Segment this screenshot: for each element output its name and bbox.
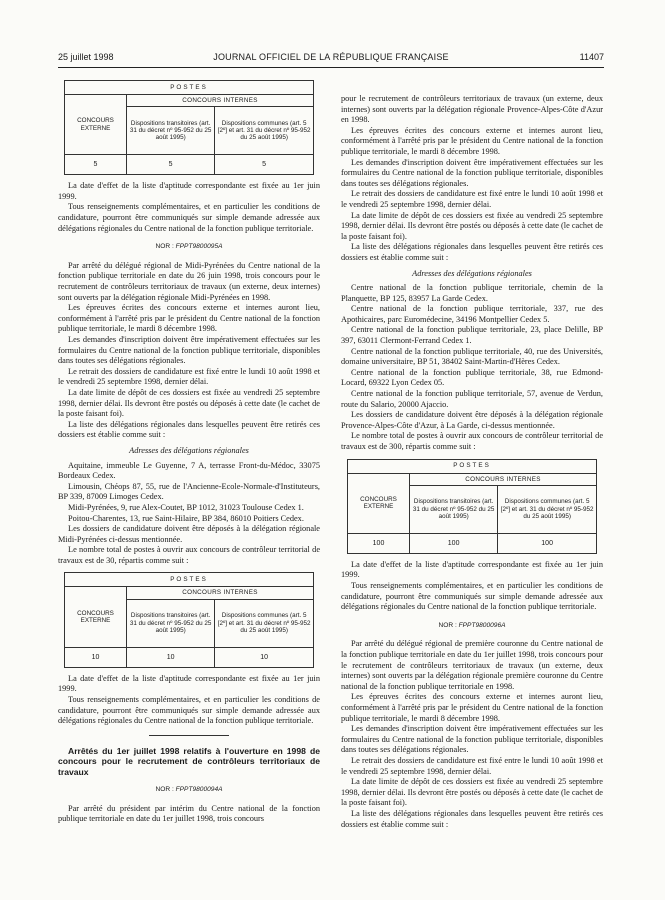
- postes-table-1: [64, 80, 314, 175]
- paragraph: La date limite de dépôt de ces dossiers est fixée au vendredi 25 septembre 1998, dernier délai. Ils devront être postés ou déposés à cette date (le cachet de la poste faisant foi).: [341, 210, 603, 241]
- address-item: Centre national de la fonction publique territoriale, 23, place Delille, BP 397, 63011 Clermont-Ferrand Cedex 1.: [341, 325, 603, 346]
- header-page-number: 11407: [579, 52, 604, 62]
- table-header-postes: POSTES: [65, 81, 314, 95]
- paragraph: La liste des délégations régionales dans lesquelles peuvent être retirés ces dossiers est établie comme suit :: [341, 808, 603, 829]
- paragraph: La liste des délégations régionales dans lesquelles peuvent être retirés ces dossiers est établie comme suit :: [341, 242, 603, 262]
- postes-table-3: [347, 459, 597, 554]
- table-cell-transitoires: 10: [127, 647, 215, 667]
- table-header-dispositions-communes: Dispositions communes (art. 5 [2º] et art. 31 du décret nº 95-952 du 25 août 1995): [215, 107, 314, 155]
- table-header-dispositions-transitoires: Dispositions transitoires (art. 31 du décret nº 95-952 du 25 août 1995): [127, 107, 215, 155]
- table-cell-externe: 5: [65, 155, 127, 175]
- header-journal-title: JOURNAL OFFICIEL DE LA RÉPUBLIQUE FRANÇAISE: [213, 52, 449, 62]
- paragraph: La liste des délégations régionales dans lesquelles peuvent être retirés ces dossiers est établie comme suit :: [58, 419, 320, 440]
- nor-reference: [58, 785, 320, 796]
- address-item: Centre national de la fonction publique territoriale, 38, rue Edmond-Locard, 69322 Lyon Cedex 05.: [341, 367, 603, 388]
- table-cell-externe: 100: [348, 533, 410, 553]
- paragraph: Les demandes d'inscription doivent être impérativement effectuées sur les formulaires du Centre national de la fonction publique territoriale, disponibles dans toutes ses délégations régionales.: [58, 335, 320, 366]
- paragraph: Le retrait des dossiers de candidature est fixé entre le lundi 10 août 1998 et le vendredi 25 septembre 1998, dernier délai.: [58, 366, 320, 387]
- paragraph: Les demandes d'inscription doivent être impérativement effectuées sur les formulaires du Centre national de la fonction publique territoriale, disponibles dans toutes ses délégations régionales.: [341, 724, 603, 755]
- paragraph: Tous renseignements complémentaires, et en particulier les conditions de candidature, pourront être communiqués sur simple demande adressée aux délégations régionales du Centre national de la fonction publique territoriale.: [58, 694, 320, 726]
- paragraph: La date d'effet de la liste d'aptitude correspondante est fixée au 1er juin 1999.: [341, 559, 603, 580]
- page-header: [58, 52, 604, 64]
- paragraph: La date limite de dépôt de ces dossiers est fixée au vendredi 25 septembre 1998, dernier délai. Ils devront être postés ou déposés à cette date (le cachet de la poste faisant foi).: [58, 387, 320, 419]
- section-heading: Adresses des délégations régionales: [129, 445, 249, 455]
- address-item: Limousin, Chéops 87, 55, rue de l'Ancienne-Ecole-Normale-d'Instituteurs, BP 339, 87009 Limoges Cedex.: [58, 481, 320, 502]
- table-header-concours-externe: CONCOURS EXTERNE: [348, 473, 410, 533]
- table-cell-communes: 10: [215, 647, 314, 667]
- nor-code: FPPT9800096A: [458, 621, 506, 629]
- paragraph: Les dossiers de candidature doivent être déposés à la délégation régionale Provence-Alpes-Côte d'Azur, à La Garde, ci-dessus mentionnée.: [341, 410, 603, 430]
- table-header-concours-externe: CONCOURS EXTERNE: [65, 587, 127, 647]
- paragraph: Le nombre total de postes à ouvrir aux concours de contrôleur territorial de travaux est de 300, répartis comme suit :: [341, 431, 603, 451]
- postes-table-2: [64, 572, 314, 667]
- address-item: Centre national de la fonction publique territoriale, 337, rue des Apothicaires, parc Euromédecine, 34196 Montpellier Cedex 5.: [341, 304, 603, 324]
- table-header-dispositions-transitoires: Dispositions transitoires (art. 31 du décret nº 95-952 du 25 août 1995): [410, 485, 498, 533]
- table-header-postes: POSTES: [348, 459, 597, 473]
- table-header-concours-externe: CONCOURS EXTERNE: [65, 95, 127, 155]
- section-heading: Adresses des délégations régionales: [412, 268, 532, 278]
- paragraph: Tous renseignements complémentaires, et en particulier les conditions de candidature, pourront être communiqués sur simple demande adressée aux délégations régionales du Centre national de la fonction publique territoriale.: [341, 581, 603, 612]
- paragraph: Les épreuves écrites des concours externe et internes auront lieu, conformément à l'arrêté pris par le président du Centre national de la fonction publique territoriale, le mardi 8 décembre 1998.: [341, 692, 603, 723]
- nor-label: NOR :: [438, 621, 457, 629]
- article-title: Arrêtés du 1er juillet 1998 relatifs à l'ouverture en 1998 de concours pour le recrutement de contrôleurs territoriaux de travaux: [58, 745, 320, 777]
- paragraph: La date limite de dépôt de ces dossiers est fixée au vendredi 25 septembre 1998, dernier délai. Ils devront être postés ou déposés à cette date (le cachet de la poste faisant foi).: [341, 777, 603, 808]
- address-item: Centre national de la fonction publique territoriale, 40, rue des Universités, domaine universitaire, BP 51, 38402 Saint-Martin-d'Hères Cedex.: [341, 346, 603, 367]
- paragraph: Le retrait des dossiers de candidature est fixé entre le lundi 10 août 1998 et le vendredi 25 septembre 1998, dernier délai.: [341, 189, 603, 209]
- nor-reference: [341, 621, 603, 632]
- paragraph: La date d'effet de la liste d'aptitude correspondante est fixée au 1er juin 1999.: [58, 673, 320, 694]
- paragraph: Tous renseignements complémentaires, et en particulier les conditions de candidature, pourront être communiqués sur simple demande adressée aux délégations régionales du Centre national de la fonction publique territoriale.: [58, 202, 320, 233]
- table-cell-externe: 10: [65, 647, 127, 667]
- table-cell-transitoires: 5: [127, 155, 215, 175]
- nor-code: FPPT9800095A: [175, 243, 223, 251]
- paragraph: Par arrêté du délégué régional de première couronne du Centre national de la fonction publique territoriale en date du 1er juillet 1998, trois concours pour le recrutement de contrôleurs territoriaux de travaux (un externe, deux internes) sont ouverts par la délégation régionale première couronne du Centre national de la fonction publique territoriale en 1998.: [341, 639, 603, 691]
- table-header-concours-internes: CONCOURS INTERNES: [127, 95, 314, 107]
- paragraph: Le nombre total de postes à ouvrir aux concours de contrôleur territorial de travaux est de 30, répartis comme suit :: [58, 545, 320, 565]
- address-item: Aquitaine, immeuble Le Guyenne, 7 A, terrasse Front-du-Médoc, 33075 Bordeaux Cedex.: [58, 460, 320, 481]
- address-item: Centre national de la fonction publique territoriale, chemin de la Planquette, BP 125, 83957 La Garde Cedex.: [341, 283, 603, 303]
- section-divider: [149, 735, 229, 736]
- paragraph: Les demandes d'inscription doivent être impérativement effectuées sur les formulaires du Centre national de la fonction publique territoriale, disponibles dans toutes ses délégations régionales.: [341, 157, 603, 188]
- table-cell-transitoires: 100: [410, 533, 498, 553]
- header-date: 25 juillet 1998: [58, 52, 114, 62]
- address-item: Midi-Pyrénées, 9, rue Alex-Coutet, BP 1012, 31023 Toulouse Cedex 1.: [68, 502, 304, 512]
- table-header-dispositions-communes: Dispositions communes (art. 5 [2º] et art. 31 du décret nº 95-952 du 25 août 1995): [215, 599, 314, 647]
- paragraph: Le retrait des dossiers de candidature est fixé entre le lundi 10 août 1998 et le vendredi 25 septembre 1998, dernier délai.: [341, 755, 603, 776]
- paragraph: Les épreuves écrites des concours externe et internes auront lieu, conformément à l'arrêté pris par le président du Centre national de la fonction publique territoriale, le mardi 8 décembre 1998.: [341, 125, 603, 156]
- paragraph: Les dossiers de candidature doivent être déposés à la délégation régionale Midi-Pyrénées ci-dessus mentionnée.: [58, 524, 320, 544]
- paragraph: Par arrêté du président par intérim du Centre national de la fonction publique territoriale en date du 1er juillet 1998, trois concours: [58, 803, 320, 824]
- table-header-concours-internes: CONCOURS INTERNES: [410, 473, 597, 485]
- nor-label: NOR :: [155, 243, 174, 251]
- paragraph: La date d'effet de la liste d'aptitude correspondante est fixée au 1er juin 1999.: [58, 181, 320, 201]
- table-header-dispositions-communes: Dispositions communes (art. 5 [2º] et art. 31 du décret nº 95-952 du 25 août 1995): [498, 485, 597, 533]
- address-item: Centre national de la fonction publique territoriale, 57, avenue de Verdun, route du Salario, 20000 Ajaccio.: [341, 389, 603, 409]
- nor-label: NOR :: [155, 785, 174, 793]
- nor-reference: [58, 242, 320, 253]
- paragraph: Les épreuves écrites des concours externe et internes auront lieu, conformément à l'arrêté pris par le président du Centre national de la fonction publique territoriale, le mardi 8 décembre 1998.: [58, 303, 320, 334]
- table-header-dispositions-transitoires: Dispositions transitoires (art. 31 du décret nº 95-952 du 25 août 1995): [127, 599, 215, 647]
- nor-code: FPPT9800094A: [175, 785, 223, 793]
- table-header-postes: POSTES: [65, 573, 314, 587]
- paragraph: Par arrêté du délégué régional de Midi-Pyrénées du Centre national de la fonction publique territoriale en date du 26 juin 1998, trois concours pour le recrutement de contrôleurs territoriaux de travaux (un externe, deux internes) sont ouverts par la délégation régionale Midi-Pyrénées en 1998.: [58, 260, 320, 302]
- table-header-concours-internes: CONCOURS INTERNES: [127, 587, 314, 599]
- right-column: [341, 94, 603, 830]
- header-rule: [58, 67, 604, 68]
- table-cell-communes: 100: [498, 533, 597, 553]
- paragraph: pour le recrutement de contrôleurs territoriaux de travaux (un externe, deux internes) sont ouverts par la délégation régionale Provence-Alpes-Côte d'Azur en 1998.: [341, 94, 603, 125]
- address-item: Poitou-Charentes, 13, rue Saint-Hilaire, BP 384, 86010 Poitiers Cedex.: [68, 513, 304, 523]
- table-cell-communes: 5: [215, 155, 314, 175]
- left-column: [58, 80, 320, 825]
